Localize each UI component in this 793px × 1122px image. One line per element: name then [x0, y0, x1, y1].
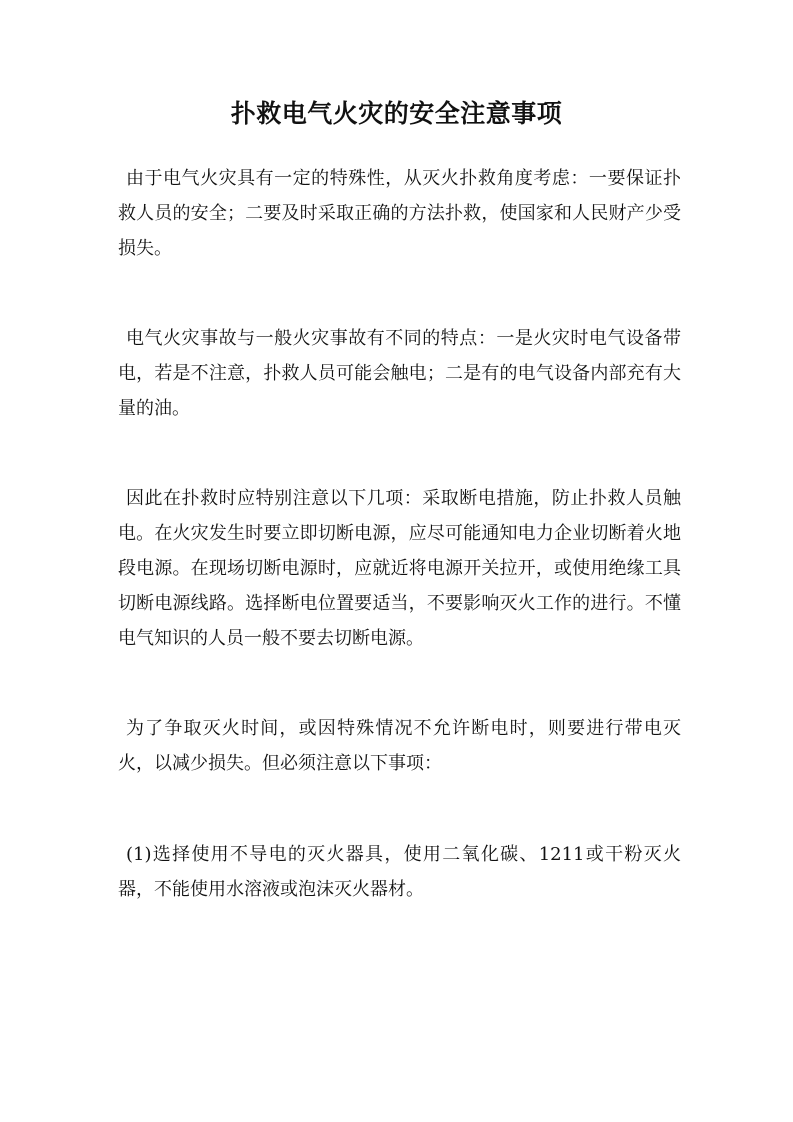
paragraph-characteristics: 电气火灾事故与一般火灾事故有不同的特点：一是火灾时电气设备带电，若是不注意，扑救人员可能会触电；二是有的电气设备内部充有大量的油。 — [118, 328, 681, 419]
paragraph-power-off: 因此在扑救时应特别注意以下几项：采取断电措施，防止扑救人员触电。在火灾发生时要立即切断电源，应尽可能通知电力企业切断着火地段电源。在现场切断电源时，应就近将电源开关拉开，或使用绝缘工具切断电源线路。选择断电位置要适当，不要影响灭火工作的进行。不懂电气知识的人员一般不要去切断电源。 — [118, 488, 681, 649]
paragraph-item-1: (1)选择使用不导电的灭火器具，使用二氧化碳、1211或干粉灭火器，不能使用水溶液或泡沫灭火器材。 — [118, 844, 681, 900]
paragraph-live-firefighting: 为了争取灭火时间，或因特殊情况不允许断电时，则要进行带电灭火，以减少损失。但必须注意以下事项： — [118, 718, 681, 774]
page-title: 扑救电气火灾的安全注意事项 — [230, 99, 563, 128]
paragraph-intro: 由于电气火灾具有一定的特殊性，从灭火扑救角度考虑：一要保证扑救人员的安全；二要及时采取正确的方法扑救，使国家和人民财产少受损失。 — [118, 168, 681, 259]
